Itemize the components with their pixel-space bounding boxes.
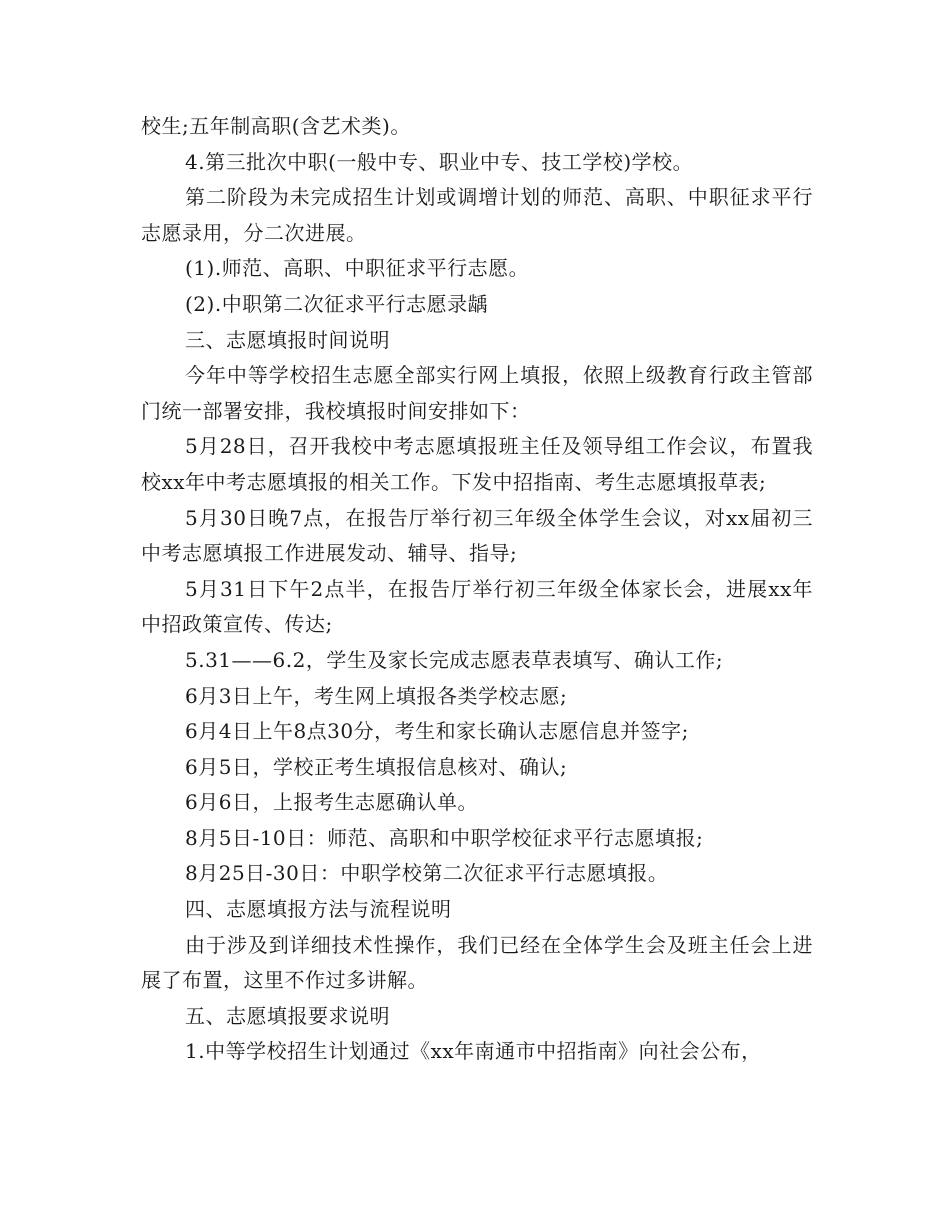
schedule-item: 6月5日，学校正考生填报信息核对、确认; [185,754,568,779]
section-heading: 三、志愿填报时间说明 [185,327,390,352]
schedule-item: 6月6日，上报考生志愿确认单。 [185,790,478,815]
schedule-item: 5月30日晚7点，在报告厅举行初三年级全体学生会议，对xx届初三中考志愿填报工作进展发动、辅导、指导; [141,505,813,566]
section-heading: 四、志愿填报方法与流程说明 [185,897,452,922]
section-heading: 五、志愿填报要求说明 [185,1003,390,1028]
paragraph: (2).中职第二次征求平行志愿录龋 [185,291,489,316]
paragraph: 第二阶段为未完成招生计划或调增计划的师范、高职、中职征求平行志愿录用，分二次进展。 [141,185,813,245]
paragraph: 4.第三批次中职(一般中专、职业中专、技工学校)学校。 [185,149,694,174]
schedule-item: 5月31日下午2点半，在报告厅举行初三年级全体家长会，进展xx年中招政策宣传、传达; [141,576,813,637]
paragraph: (1).师范、高职、中职征求平行志愿。 [185,256,530,281]
document-body [141,109,813,1070]
paragraph: 校生;五年制高职(含艺术类)。 [141,114,411,138]
schedule-item: 6月4日上午8点30分，考生和家长确认志愿信息并签字; [185,719,689,744]
paragraph: 1.中等学校招生计划通过《xx年南通市中招指南》向社会公布， [185,1039,762,1064]
paragraph: 今年中等学校招生志愿全部实行网上填报，依照上级教育行政主管部门统一部署安排，我校填报时间安排如下： [141,363,813,423]
schedule-item: 8月5日-10日：师范、高职和中职学校征求平行志愿填报; [185,825,704,850]
schedule-item: 8月25日-30日：中职学校第二次征求平行志愿填报。 [185,861,669,886]
schedule-item: 6月3日上午，考生网上填报各类学校志愿; [185,683,568,708]
schedule-item: 5.31——6.2，学生及家长完成志愿表草表填写、确认工作; [185,647,724,672]
schedule-item: 5月28日，召开我校中考志愿填报班主任及领导组工作会议，布置我校xx年中考志愿填报的相关工作。下发中招指南、考生志愿填报草表; [141,434,813,494]
paragraph: 由于涉及到详细技术性操作，我们已经在全体学生会及班主任会上进展了布置，这里不作过多讲解。 [141,932,813,993]
